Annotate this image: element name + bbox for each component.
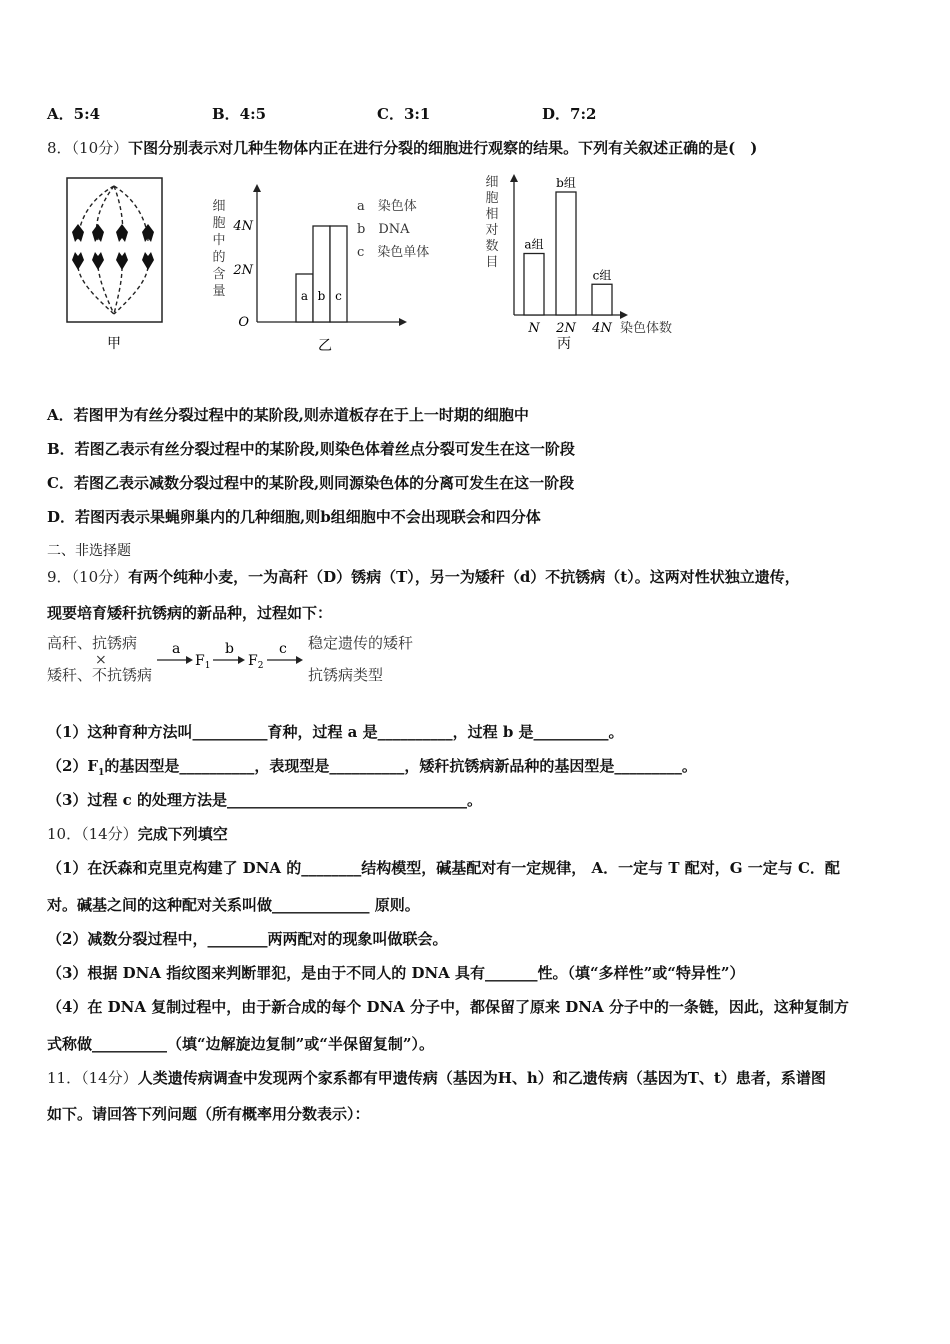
figure-yi-ylabel bbox=[212, 199, 225, 299]
q10-s4b: 式称做__________（填“边解旋边复制”或“半保留复制”）。 bbox=[47, 1035, 435, 1053]
q9-sub2-prefix: （2）F bbox=[47, 757, 99, 775]
q11-line2: 如下。请回答下列问题（所有概率用分数表示）： bbox=[47, 1105, 370, 1123]
ylabel-char: 对 bbox=[485, 223, 499, 238]
q9-score: （10分） bbox=[71, 568, 129, 586]
figure-bing-xtick-1: N bbox=[528, 321, 540, 336]
q8-option-c: C．若图乙表示减数分裂过程中的某阶段,则同源染色体的分离可发生在这一阶段 bbox=[47, 474, 575, 492]
q8-stem-text: 下图分别表示对几种生物体内正在进行分裂的细胞进行观察的结果。下列有关叙述正确的是( ) bbox=[128, 139, 758, 157]
q8-option-b: B．若图乙表示有丝分裂过程中的某阶段,则染色体着丝点分裂可发生在这一阶段 bbox=[47, 440, 575, 458]
q9-flow-diagram bbox=[45, 630, 465, 690]
figure-yi-tick-4n: 4N bbox=[233, 219, 253, 234]
q9-number: 9． bbox=[47, 568, 72, 586]
figure-yi-bar-label-b: b bbox=[317, 289, 326, 303]
q8-option-a: A．若图甲为有丝分裂过程中的某阶段,则赤道板存在于上一时期的细胞中 bbox=[47, 406, 529, 424]
figure-bing-xlabel: 染色体数 bbox=[620, 321, 673, 336]
figure-yi-tick-2n: 2N bbox=[233, 263, 253, 278]
ylabel-char: 量 bbox=[212, 284, 226, 299]
q9-line1-text: 有两个纯种小麦，一为高秆（D）锈病（T），另一为矮秆（d）不抗锈病（t）。这两对性状独立遗传， bbox=[128, 568, 800, 586]
figure-yi-legend-c: c 染色单体 bbox=[357, 245, 430, 260]
q9-sub2 bbox=[47, 755, 697, 778]
ylabel-char: 目 bbox=[485, 255, 499, 270]
flow-f2: $F_2$ bbox=[248, 653, 264, 671]
figure-bing-x-arrow bbox=[620, 311, 628, 319]
figure-yi-legend-b: b DNA bbox=[357, 222, 410, 237]
q11-line1-text: 人类遗传病调查中发现两个家系都有甲遗传病（基因为H、h）和乙遗传病（基因为T、t）患者，系谱图 bbox=[137, 1069, 826, 1087]
figure-yi-y-arrow bbox=[253, 184, 261, 192]
q11-line1 bbox=[47, 1067, 826, 1088]
figure-yi-bar-c bbox=[330, 226, 347, 322]
q10-s2: （2）减数分裂过程中，________两两配对的现象叫做联会。 bbox=[47, 930, 448, 948]
figure-yi-tick-origin: O bbox=[238, 315, 249, 330]
figure-bing-bar-label-1: a组 bbox=[524, 237, 544, 252]
figure-yi-bar-label-a: a bbox=[300, 289, 309, 303]
ylabel-char: 数 bbox=[485, 239, 499, 254]
ylabel-char: 相 bbox=[485, 207, 499, 222]
ylabel-char: 的 bbox=[212, 250, 226, 265]
figure-yi bbox=[205, 180, 450, 360]
q11-number: 11． bbox=[47, 1069, 82, 1087]
q9-sub3: （3）过程 c 的处理方法是________________________________。 bbox=[47, 791, 483, 809]
ylabel-char: 细 bbox=[485, 175, 499, 190]
figure-jia bbox=[60, 172, 170, 357]
q11-score: （14分） bbox=[81, 1069, 138, 1087]
flow-step-a: a bbox=[172, 641, 181, 657]
q7-option-b: B．4:5 bbox=[212, 105, 267, 123]
flow-f1: $F_1$ bbox=[195, 653, 211, 671]
q10-title-text: 完成下列填空 bbox=[137, 825, 228, 843]
figure-jia-label: 甲 bbox=[107, 336, 121, 352]
figure-bing-bar-2 bbox=[556, 192, 576, 315]
flow-step-c: c bbox=[279, 641, 287, 657]
ylabel-char: 含 bbox=[212, 267, 226, 282]
q8-stem bbox=[47, 137, 757, 158]
flow-cross: × bbox=[95, 652, 107, 668]
figure-bing-bar-label-2: b组 bbox=[556, 176, 576, 190]
flow-parent1: 高秆、抗锈病 bbox=[47, 634, 138, 652]
ylabel-char: 胞 bbox=[485, 191, 499, 206]
figure-bing-bar-label-3: c组 bbox=[592, 268, 612, 283]
flow-parent2: 矮秆、不抗锈病 bbox=[47, 666, 153, 684]
figure-bing-label: 丙 bbox=[557, 336, 571, 352]
flow-step-b: b bbox=[225, 641, 234, 657]
ylabel-char: 细 bbox=[212, 199, 226, 214]
figure-yi-bar-b bbox=[313, 226, 330, 322]
figure-bing-y-arrow bbox=[510, 174, 518, 182]
figure-bing-ylabel bbox=[485, 175, 498, 270]
figure-bing-xtick-3: 4N bbox=[592, 321, 612, 336]
figure-bing bbox=[478, 170, 703, 355]
flow-result1: 稳定遗传的矮秆 bbox=[308, 634, 414, 652]
figure-yi-legend-a: a 染色体 bbox=[357, 199, 417, 214]
flow-result2: 抗锈病类型 bbox=[308, 666, 384, 684]
q9-sub2-subscript: 1 bbox=[98, 768, 105, 778]
ylabel-char: 胞 bbox=[212, 216, 226, 231]
q8-score: （10分） bbox=[71, 139, 129, 157]
figure-yi-bar-label-c: c bbox=[335, 289, 342, 303]
flow-arrowhead-a bbox=[186, 656, 193, 664]
q8-number: 8． bbox=[47, 139, 72, 157]
figure-bing-bar-3 bbox=[592, 284, 612, 315]
figure-bing-bar-1 bbox=[524, 254, 544, 316]
q10-s1b: 对。碱基之间的这种配对关系叫做_____________ 原则。 bbox=[47, 896, 420, 914]
q10-title bbox=[47, 823, 228, 844]
q9-sub2-text: 的基因型是__________，表现型是__________，矮秆抗锈病新品种的基因型是_________。 bbox=[104, 757, 697, 775]
figure-yi-label: 乙 bbox=[318, 338, 332, 354]
flow-arrowhead-b bbox=[238, 656, 245, 664]
q9-line1 bbox=[47, 566, 800, 587]
q10-s3: （3）根据 DNA 指纹图来判断罪犯，是由于不同人的 DNA 具有_______性。（填“多样性”或“特异性”） bbox=[47, 964, 745, 982]
figure-yi-x-arrow bbox=[399, 318, 407, 326]
flow-arrowhead-c bbox=[296, 656, 303, 664]
q8-option-d: D．若图丙表示果蝇卵巢内的几种细胞,则b组细胞中不会出现联会和四分体 bbox=[47, 508, 541, 526]
q9-sub1: （1）这种育种方法叫__________育种，过程 a 是__________，过程 b 是__________。 bbox=[47, 723, 624, 741]
q7-option-c: C．3:1 bbox=[377, 105, 431, 123]
section-heading: 二、非选择题 bbox=[47, 543, 131, 559]
q10-s4a: （4）在 DNA 复制过程中，由于新合成的每个 DNA 分子中，都保留了原来 DNA 分子中的一条链，因此，这种复制方 bbox=[47, 998, 849, 1016]
q10-score: （14分） bbox=[81, 825, 138, 843]
q10-s1a: （1）在沃森和克里克构建了 DNA 的________结构模型，碱基配对有一定规律， A．一定与 T 配对，G 一定与 C．配 bbox=[47, 859, 840, 877]
q7-option-d: D．7:2 bbox=[542, 105, 597, 123]
ylabel-char: 中 bbox=[212, 233, 226, 248]
q7-option-a: A．5:4 bbox=[47, 105, 101, 123]
figure-bing-xtick-2: 2N bbox=[556, 321, 576, 336]
q10-number: 10． bbox=[47, 825, 82, 843]
q9-line2: 现要培育矮秆抗锈病的新品种，过程如下： bbox=[47, 604, 333, 622]
